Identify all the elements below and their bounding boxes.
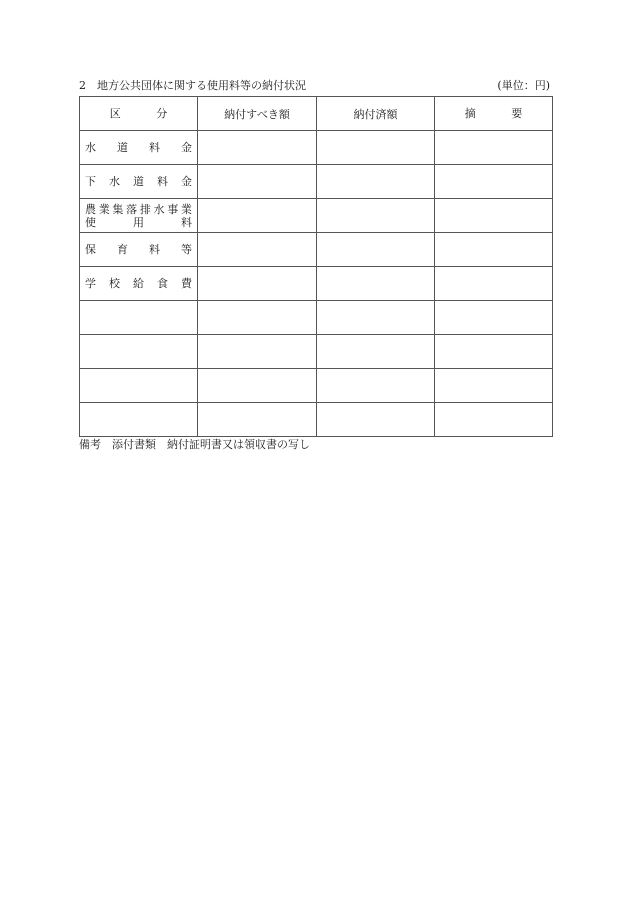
category-char: 食 [157,276,168,290]
category-cell[interactable] [80,369,198,403]
category-char: 農 [85,202,96,216]
category-char: 用 [133,215,144,229]
section-title: 2 地方公共団体に関する使用料等の納付状況 [79,79,306,92]
amount-due-cell[interactable] [198,267,317,301]
amount-due-cell[interactable] [198,233,317,267]
category-char: 使 [85,215,96,229]
amount-due-cell[interactable] [198,403,317,437]
table-row [80,233,553,267]
table-row [80,165,553,199]
category-cell [80,131,198,165]
category-cell [80,199,198,233]
category-char: 落 [126,202,138,216]
amount-paid-cell[interactable] [317,165,435,199]
amount-paid-cell[interactable] [317,301,435,335]
category-char: 業 [180,202,192,216]
category-char: 料 [149,140,160,154]
amount-due-cell[interactable] [198,199,317,233]
table-row [80,301,553,335]
category-char: 校 [109,276,120,290]
category-char: 学 [85,276,96,290]
amount-paid-cell[interactable] [317,369,435,403]
header-amount-paid: 納付済額 [317,97,435,131]
amount-due-cell[interactable] [198,131,317,165]
section-heading [79,79,552,93]
amount-paid-cell[interactable] [317,267,435,301]
header-remarks-char: 摘 [464,106,476,120]
table-row [80,335,553,369]
table-row [80,267,553,301]
unit-label: (単位：円) [497,79,550,92]
header-remarks [435,97,553,131]
header-category [80,97,198,131]
amount-paid-cell[interactable] [317,233,435,267]
category-char: 金 [181,174,192,188]
category-char: 給 [133,276,144,290]
category-cell[interactable] [80,335,198,369]
category-char: 下 [85,174,96,188]
table-row [80,199,553,233]
table-row [80,131,553,165]
amount-due-cell[interactable] [198,335,317,369]
category-char: 費 [181,276,192,290]
remarks-cell[interactable] [435,131,553,165]
amount-paid-cell[interactable] [317,199,435,233]
category-char: 集 [112,202,124,216]
category-char: 保 [85,242,96,256]
category-char: 道 [133,174,144,188]
category-char: 業 [98,202,110,216]
table-row [80,403,553,437]
amount-paid-cell[interactable] [317,403,435,437]
category-char: 等 [181,242,192,256]
header-remarks-char: 要 [511,106,523,120]
category-cell [80,267,198,301]
category-cell [80,233,198,267]
category-char: 水 [85,140,96,154]
category-char: 金 [181,140,192,154]
remarks-cell[interactable] [435,335,553,369]
remarks-cell[interactable] [435,233,553,267]
category-char: 水 [109,174,120,188]
category-char: 育 [117,242,128,256]
remarks-cell[interactable] [435,267,553,301]
amount-due-cell[interactable] [198,165,317,199]
remarks-cell[interactable] [435,369,553,403]
remarks-cell[interactable] [435,199,553,233]
remarks-note: 備考 添付書類 納付証明書又は領収書の写し [79,438,310,451]
category-cell[interactable] [80,301,198,335]
category-char: 事 [167,202,179,216]
amount-due-cell[interactable] [198,301,317,335]
category-char: 道 [117,140,128,154]
category-cell[interactable] [80,403,198,437]
amount-paid-cell[interactable] [317,335,435,369]
header-category-char: 区 [109,106,121,120]
category-char: 料 [149,242,160,256]
table-row [80,369,553,403]
remarks-cell[interactable] [435,403,553,437]
category-char: 料 [157,174,168,188]
payment-status-table [79,96,553,437]
header-amount-due: 納付すべき額 [198,97,317,131]
category-char: 料 [181,215,192,229]
category-char: 水 [153,202,165,216]
header-category-char: 分 [156,106,168,120]
category-cell [80,165,198,199]
remarks-cell[interactable] [435,165,553,199]
table-header-row [80,97,553,131]
amount-paid-cell[interactable] [317,131,435,165]
amount-due-cell[interactable] [198,369,317,403]
category-char: 排 [139,202,151,216]
remarks-cell[interactable] [435,301,553,335]
